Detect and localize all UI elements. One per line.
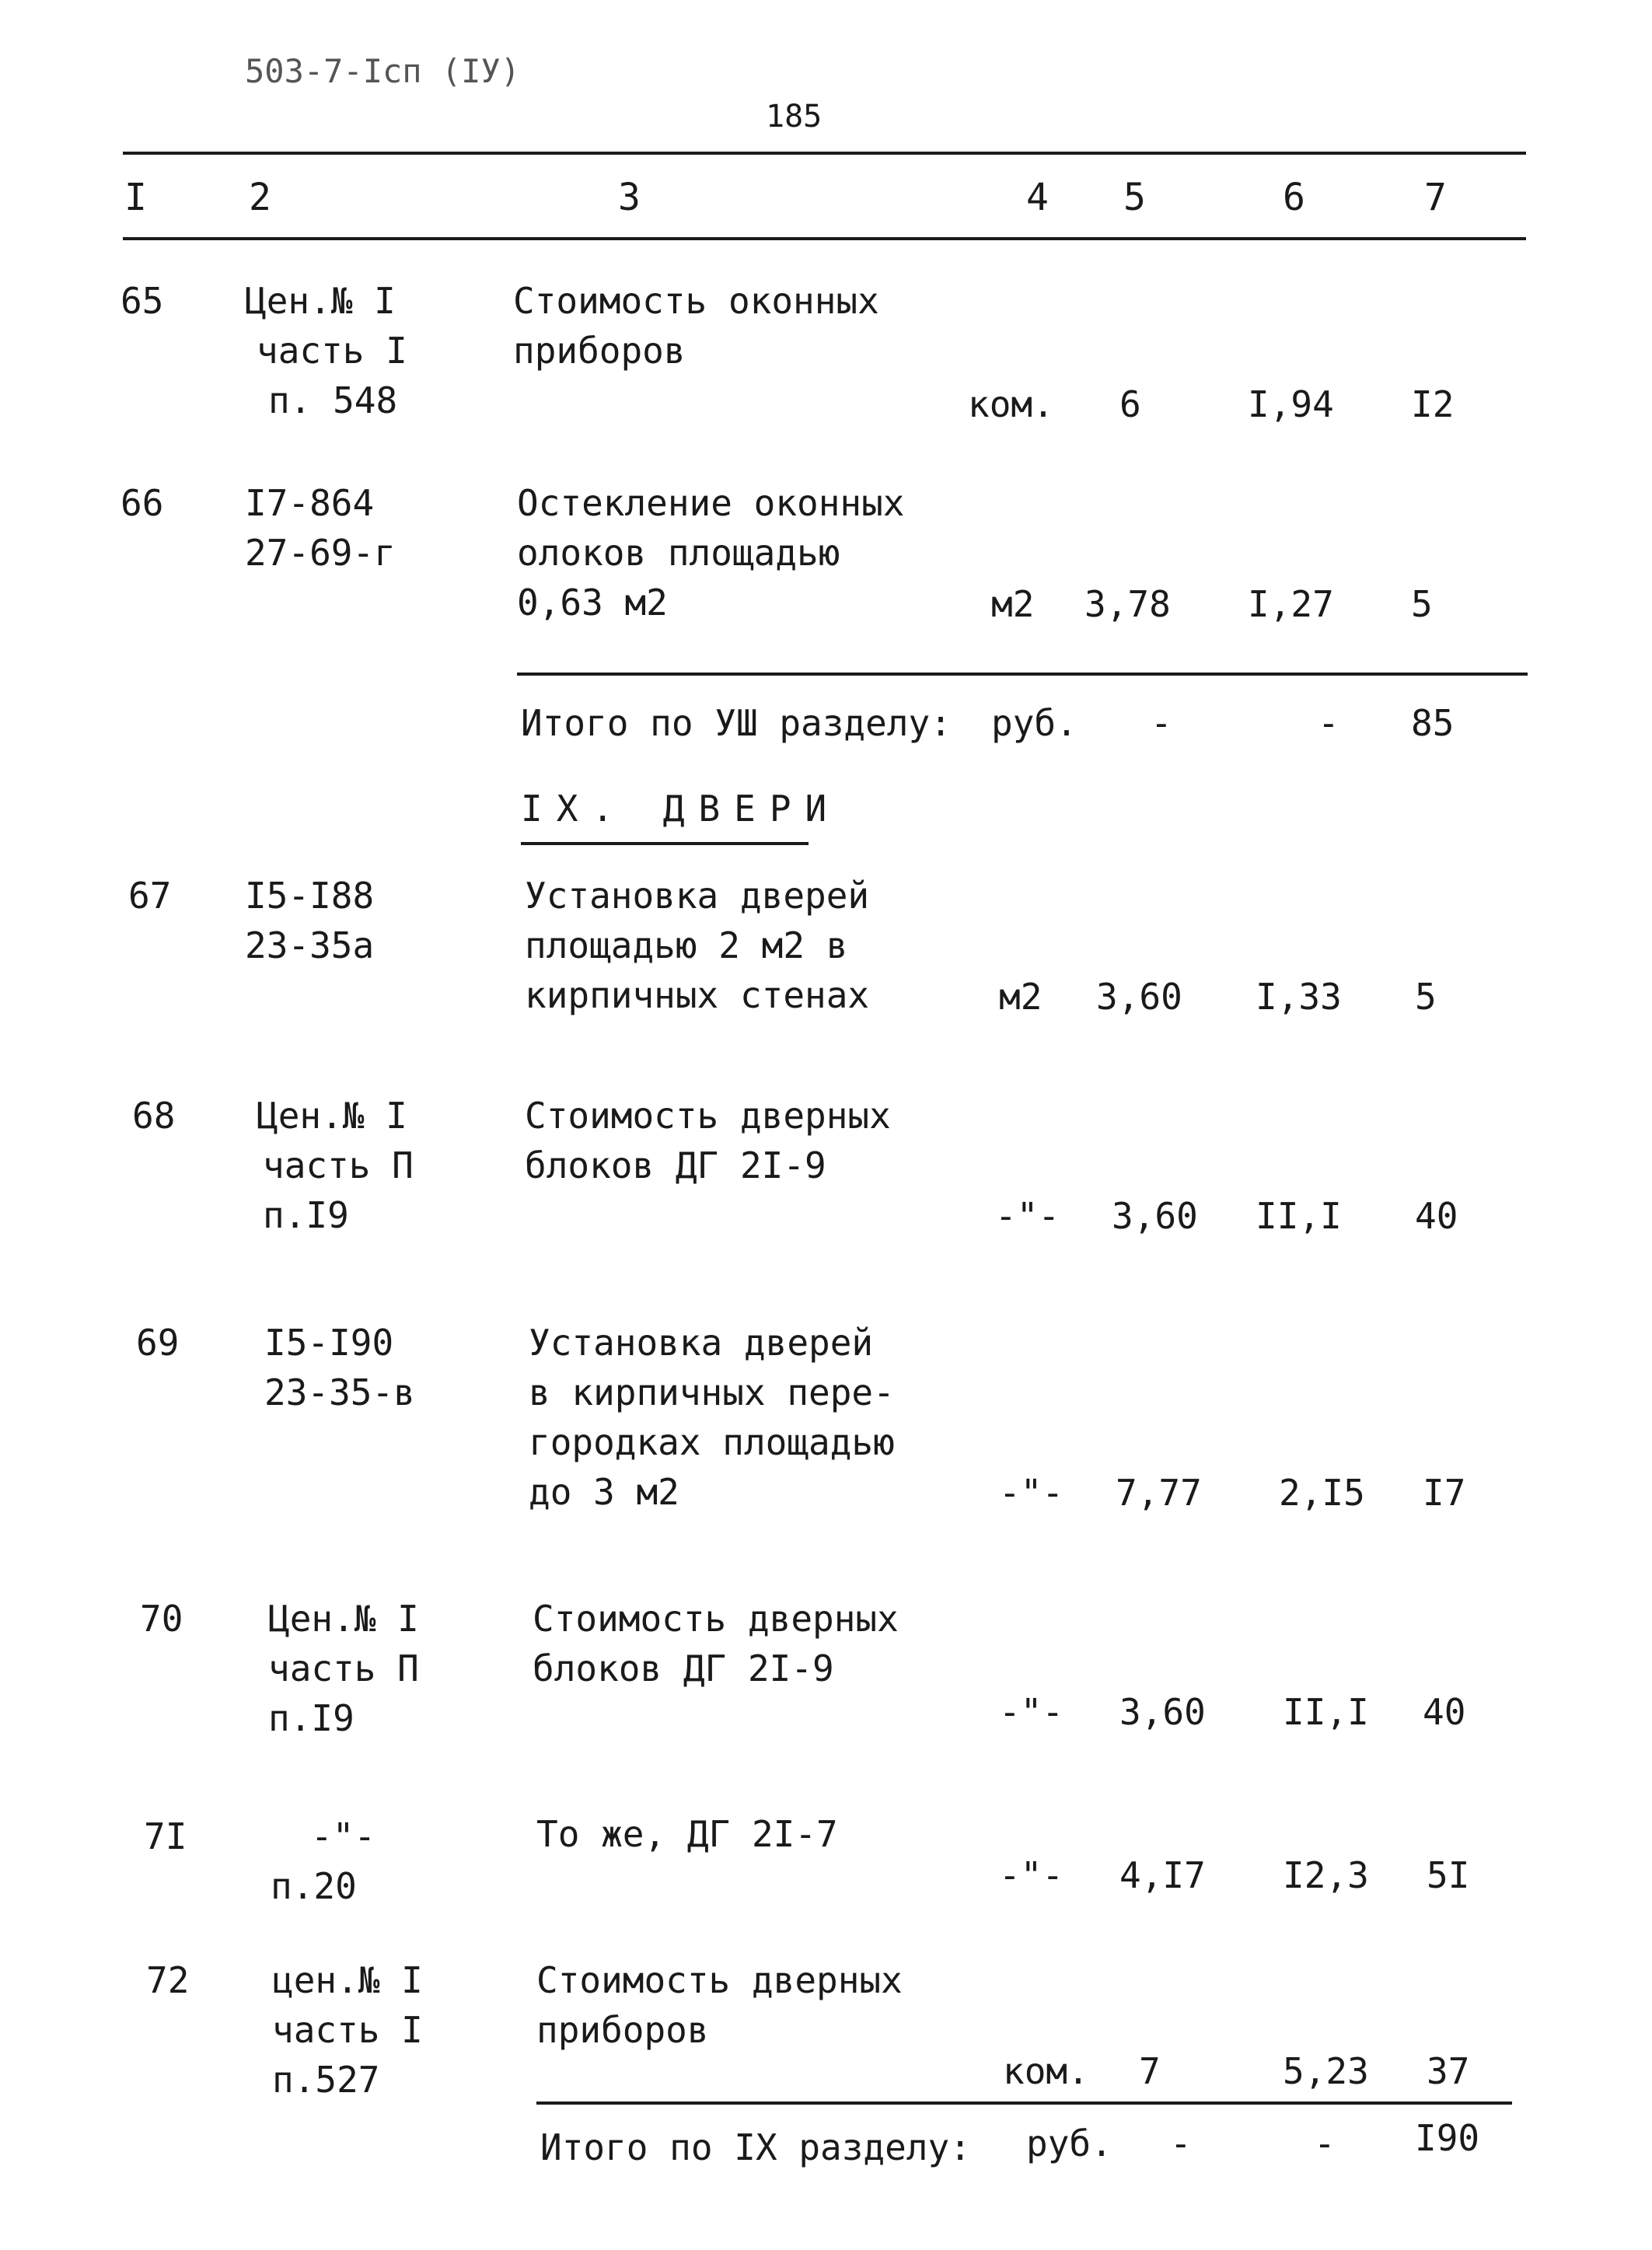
quantity-cell: 3,60 bbox=[1119, 1691, 1206, 1733]
total-cell: I7 bbox=[1423, 1472, 1466, 1514]
unit-cell: -"- bbox=[999, 1472, 1064, 1514]
subtotal-rule bbox=[536, 2102, 1512, 2105]
description-line: Установка дверей bbox=[525, 875, 870, 917]
subtotal-unit: руб. bbox=[1026, 2122, 1112, 2164]
description-line: приборов bbox=[536, 2009, 709, 2051]
unit-cell: м2 bbox=[991, 583, 1035, 625]
unit-cell: ком. bbox=[968, 383, 1054, 425]
row-number: 68 bbox=[132, 1095, 176, 1137]
unit-price-cell: I,27 bbox=[1248, 583, 1334, 625]
unit-price-cell: II,I bbox=[1283, 1691, 1369, 1733]
column-header-5: 5 bbox=[1123, 176, 1146, 219]
quantity-cell: 7 bbox=[1139, 2050, 1161, 2092]
reference-line: Цен.№ I bbox=[257, 1095, 407, 1137]
subtotal-quantity: - bbox=[1151, 702, 1172, 744]
description-line: Стоимость дверных bbox=[533, 1598, 899, 1640]
top-rule bbox=[123, 152, 1526, 155]
subtotal-label: Итого по УШ разделу: bbox=[521, 702, 952, 744]
reference-line: часть I bbox=[272, 2009, 423, 2051]
column-header-6: 6 bbox=[1283, 176, 1305, 219]
total-cell: 5I bbox=[1427, 1854, 1470, 1896]
description-line: Стоимость дверных bbox=[525, 1095, 891, 1137]
description-line: 0,63 м2 bbox=[517, 582, 668, 624]
description-line: олоков площадью bbox=[517, 532, 840, 574]
unit-cell: ком. bbox=[1003, 2050, 1089, 2092]
page-number: 185 bbox=[766, 99, 823, 135]
total-cell: I2 bbox=[1411, 383, 1455, 425]
unit-price-cell: 5,23 bbox=[1283, 2050, 1369, 2092]
description-line: блоков ДГ 2I-9 bbox=[525, 1144, 826, 1186]
section-heading: IX. ДВЕРИ bbox=[521, 788, 841, 830]
description-line: То же, ДГ 2I-7 bbox=[536, 1813, 838, 1855]
quantity-cell: 6 bbox=[1119, 383, 1141, 425]
column-header-2: 2 bbox=[249, 176, 271, 219]
total-cell: 40 bbox=[1423, 1691, 1466, 1733]
description-line: Стоимость дверных bbox=[536, 1959, 903, 2001]
reference-line: -"- bbox=[311, 1815, 376, 1857]
row-number: 7I bbox=[144, 1815, 187, 1857]
document-code: 503-7-Icп (IУ) bbox=[245, 52, 521, 90]
reference-line: цен.№ I bbox=[272, 1959, 423, 2001]
description-line: городках площадью bbox=[529, 1421, 895, 1463]
description-line: приборов bbox=[513, 330, 686, 372]
reference-line: I5-I88 bbox=[245, 875, 375, 917]
row-number: 70 bbox=[140, 1598, 183, 1640]
description-line: площадью 2 м2 в bbox=[525, 924, 848, 966]
subtotal-unit: руб. bbox=[991, 702, 1077, 744]
description-line: до 3 м2 bbox=[529, 1471, 679, 1513]
unit-price-cell: 2,I5 bbox=[1279, 1472, 1365, 1514]
description-line: в кирпичных пере- bbox=[529, 1371, 895, 1413]
subtotal-unit-price: - bbox=[1314, 2122, 1336, 2164]
reference-line: п.20 bbox=[271, 1865, 357, 1907]
reference-line: п.I9 bbox=[268, 1697, 354, 1739]
reference-line: I7-864 bbox=[245, 482, 375, 524]
reference-line: п.527 bbox=[272, 2059, 380, 2101]
description-line: кирпичных стенах bbox=[525, 974, 870, 1016]
quantity-cell: 3,78 bbox=[1084, 583, 1171, 625]
description-line: Установка дверей bbox=[529, 1322, 874, 1364]
subtotal-total: 85 bbox=[1411, 702, 1455, 744]
column-header-1: I bbox=[124, 176, 147, 219]
reference-line: часть I bbox=[257, 330, 407, 372]
unit-cell: -"- bbox=[999, 1854, 1064, 1896]
total-cell: 40 bbox=[1415, 1195, 1458, 1237]
row-number: 66 bbox=[120, 482, 164, 524]
reference-line: п.I9 bbox=[263, 1194, 349, 1236]
subtotal-quantity: - bbox=[1170, 2122, 1192, 2164]
unit-cell: -"- bbox=[999, 1691, 1064, 1733]
section-heading-underline bbox=[521, 842, 809, 845]
reference-line: п. 548 bbox=[268, 379, 398, 421]
row-number: 69 bbox=[136, 1322, 180, 1364]
quantity-cell: 7,77 bbox=[1116, 1472, 1202, 1514]
row-number: 67 bbox=[128, 875, 172, 917]
total-cell: 37 bbox=[1427, 2050, 1470, 2092]
unit-cell: -"- bbox=[995, 1195, 1060, 1237]
unit-price-cell: II,I bbox=[1256, 1195, 1342, 1237]
reference-line: 27-69-г bbox=[245, 532, 396, 574]
reference-line: Цен.№ I bbox=[268, 1598, 419, 1640]
subtotal-total: I90 bbox=[1415, 2117, 1480, 2159]
column-header-7: 7 bbox=[1424, 176, 1447, 219]
unit-price-cell: I,33 bbox=[1256, 976, 1342, 1018]
description-line: Стоимость оконных bbox=[513, 280, 879, 322]
header-rule bbox=[123, 237, 1526, 240]
total-cell: 5 bbox=[1415, 976, 1437, 1018]
reference-line: часть П bbox=[268, 1647, 419, 1689]
reference-line: часть П bbox=[263, 1144, 414, 1186]
quantity-cell: 3,60 bbox=[1112, 1195, 1198, 1237]
subtotal-label: Итого по IX разделу: bbox=[540, 2126, 971, 2168]
reference-line: Цен.№ I bbox=[245, 280, 396, 322]
reference-line: 23-35а bbox=[245, 924, 375, 966]
unit-price-cell: I2,3 bbox=[1283, 1854, 1369, 1896]
row-number: 65 bbox=[120, 280, 164, 322]
column-header-4: 4 bbox=[1026, 176, 1049, 219]
reference-line: I5-I90 bbox=[264, 1322, 394, 1364]
row-number: 72 bbox=[146, 1959, 190, 2001]
subtotal-unit-price: - bbox=[1318, 702, 1339, 744]
unit-price-cell: I,94 bbox=[1248, 383, 1334, 425]
unit-cell: м2 bbox=[999, 976, 1043, 1018]
total-cell: 5 bbox=[1411, 583, 1433, 625]
reference-line: 23-35-в bbox=[264, 1371, 415, 1413]
quantity-cell: 4,I7 bbox=[1119, 1854, 1206, 1896]
column-header-3: 3 bbox=[618, 176, 641, 219]
description-line: блоков ДГ 2I-9 bbox=[533, 1647, 834, 1689]
quantity-cell: 3,60 bbox=[1096, 976, 1182, 1018]
description-line: Остекление оконных bbox=[517, 482, 905, 524]
subtotal-rule bbox=[517, 673, 1528, 676]
